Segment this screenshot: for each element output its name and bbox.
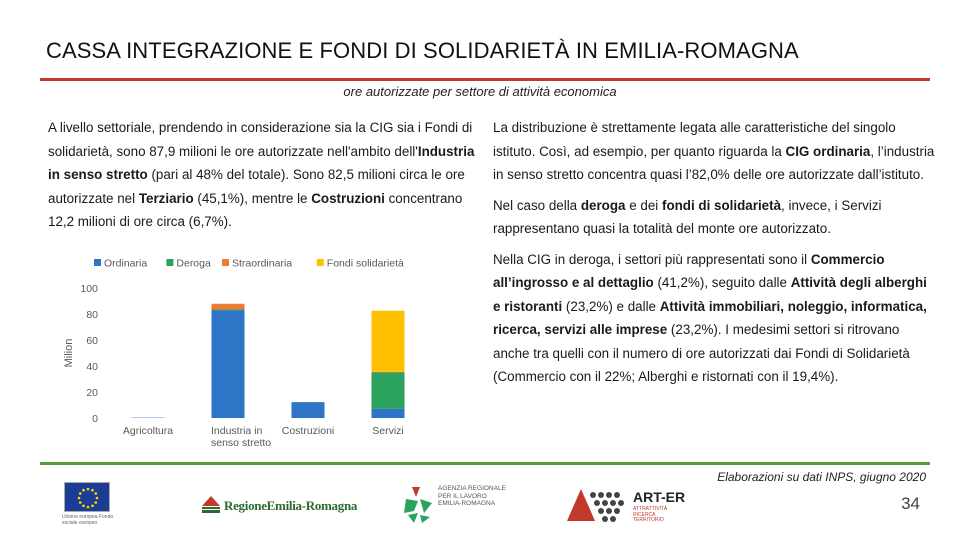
y-tick-label: 20 <box>86 387 98 399</box>
eu-flag-icon <box>64 482 110 512</box>
agenzia-lavoro-logo <box>402 483 512 527</box>
bar-segment <box>212 309 245 310</box>
left-paragraph <box>48 116 478 234</box>
eu-logo <box>60 480 114 526</box>
text-run: La distribuzione è strettamente legata alle caratteristiche del singolo istituto. Così, ad esempio, per quanto riguarda la <box>493 120 896 159</box>
legend-swatch <box>166 259 173 266</box>
y-tick-label: 0 <box>92 413 98 425</box>
right-paragraph-3 <box>493 248 938 389</box>
regione-logo-text: RegioneEmilia-Romagna <box>224 498 358 513</box>
bold-run: Costruzioni <box>311 190 385 206</box>
right-text-column <box>493 116 938 396</box>
arter-logo-subtitle: ATTRATTIVITÀ RICERCA TERRITORIO <box>633 506 668 523</box>
legend-label: Straordinaria <box>232 257 293 270</box>
bold-run: Attività degli alberghi e ristoranti <box>493 275 927 314</box>
stacked-bar-chart <box>48 252 480 462</box>
text-run: , l’industria in senso stretto concentra quasi l’82,0% delle ore autorizzate dall’istituto. <box>493 143 935 182</box>
footer-divider <box>40 462 930 465</box>
bold-run: Commercio all’ingrosso e al dettaglio <box>493 251 885 290</box>
arter-logo-text: ART-ER <box>633 489 686 505</box>
bar-segment <box>292 402 325 418</box>
source-note: Elaborazioni su dati INPS, giugno 2020 <box>717 470 926 484</box>
legend-swatch <box>317 259 324 266</box>
page-title: CASSA INTEGRAZIONE E FONDI DI SOLIDARIETÀ IN EMILIA-ROMAGNA <box>46 38 799 63</box>
bold-run: CIG ordinaria <box>785 143 871 159</box>
bold-run: Terziario <box>138 190 194 206</box>
legend-label: Fondi solidarietà <box>326 257 404 270</box>
x-tick-label: Agricoltura <box>122 425 174 437</box>
text-run: (23,2%). I medesimi settori si ritrovano anche tra quelli con il numero di ore autorizzati dai Fondi di Solidarietà (Commercio con il 22%; Alberghi e ristornati con il 19,4%). <box>493 322 910 384</box>
legend-label: Deroga <box>176 257 211 270</box>
bar-segment <box>212 310 245 418</box>
bar-segment <box>212 304 245 310</box>
arter-logo <box>563 485 686 525</box>
x-tick-label: Industria in <box>211 425 263 437</box>
eu-caption: Unione europea Fondo sociale europeo <box>62 514 114 526</box>
page-number: 34 <box>901 494 920 513</box>
right-paragraph-1 <box>493 116 938 187</box>
y-axis-label: Milion <box>63 338 75 368</box>
x-tick-label: Servizi <box>372 425 404 437</box>
legend-label: Ordinaria <box>104 257 148 270</box>
text-run: concentrano 12,2 milioni di ore circa (6,7%). <box>48 190 463 229</box>
page-subtitle: ore autorizzate per settore di attività economica <box>343 84 617 99</box>
x-tick-label: Costruzioni <box>281 425 335 437</box>
y-tick-label: 100 <box>80 283 98 295</box>
arter-mark-icon <box>563 485 629 523</box>
eu-stars-icon <box>65 483 111 513</box>
left-text-column <box>48 116 478 234</box>
chart-svg <box>48 252 480 462</box>
regione-mark-icon <box>200 492 222 514</box>
text-run: (41,2%), seguito dalle <box>653 275 791 290</box>
legend-swatch <box>94 259 101 266</box>
regione-logo <box>200 490 358 520</box>
bold-run: fondi di solidarietà <box>661 197 782 213</box>
agenzia-logo-text: AGENZIA REGIONALE PER IL LAVORO EMILIA-ROMAGNA <box>438 485 506 507</box>
bold-run: Industria in senso stretto <box>48 143 475 182</box>
text-run: (45,1%), mentre le <box>193 190 312 206</box>
text-run: Nella CIG in deroga, i settori più rappresentati sono il <box>493 251 811 267</box>
text-run: Nel caso della <box>493 197 581 213</box>
title-divider <box>40 78 930 81</box>
text-run: , invece, i Servizi rappresentano quasi la totalità del monte ore autorizzato. <box>493 197 882 236</box>
bar-segment <box>372 372 405 373</box>
text-run: (pari al 48% del totale). Sono 82,5 milioni circa le ore autorizzate nel <box>48 167 465 206</box>
text-run: (23,2%) e dalle <box>562 298 660 314</box>
legend-swatch <box>222 259 229 266</box>
agenzia-mark-icon <box>402 483 436 525</box>
y-tick-label: 60 <box>86 335 98 347</box>
text-run: e dei <box>625 197 662 213</box>
y-tick-label: 80 <box>86 309 98 321</box>
x-tick-label: senso stretto <box>211 437 272 449</box>
bold-run: deroga <box>580 197 626 213</box>
bar-segment <box>372 311 405 372</box>
bold-run: Attività immobiliari, noleggio, informatica, ricerca, servizi alle imprese <box>493 298 927 337</box>
right-paragraph-2 <box>493 194 938 241</box>
bar-segment <box>372 409 405 418</box>
bar-segment <box>372 373 405 409</box>
text-run: A livello settoriale, prendendo in considerazione sia la CIG sia i Fondi di solidarietà, sono 87,9 milioni le ore autorizzate nell'ambito dell' <box>48 120 473 159</box>
y-tick-label: 40 <box>86 361 98 373</box>
